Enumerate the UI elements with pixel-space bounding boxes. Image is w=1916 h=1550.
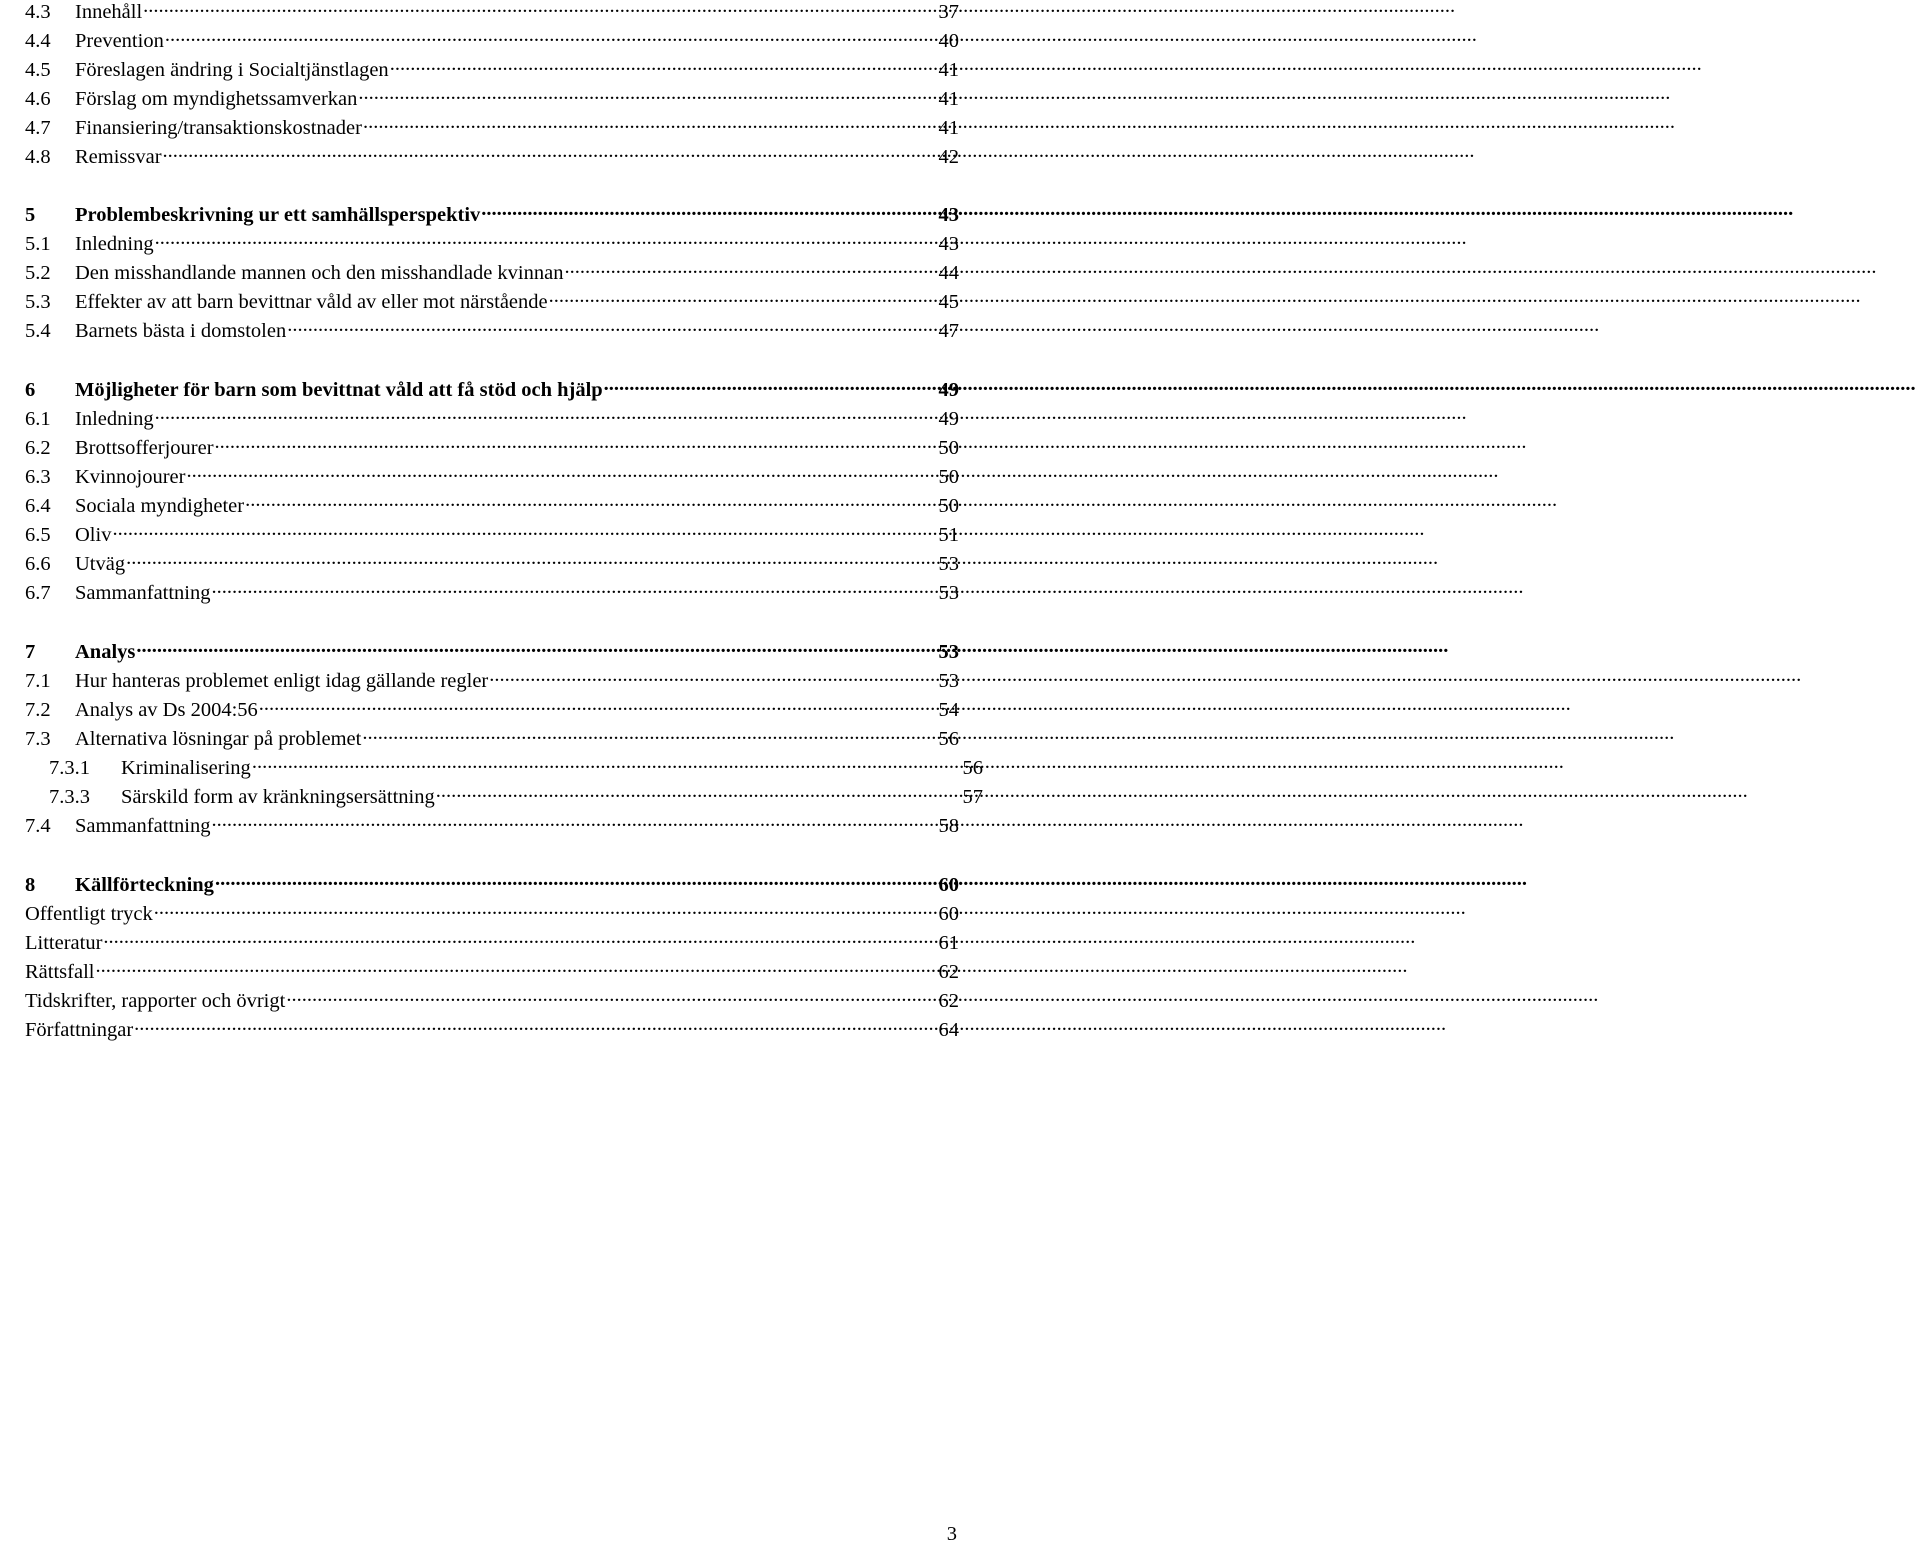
toc-entry-title: Problembeskrivning ur ett samhällsperspektiv	[75, 203, 481, 226]
dot-leader	[245, 491, 937, 512]
toc-entry-number: 7	[25, 640, 36, 663]
dot-leader	[212, 578, 938, 599]
toc-entry-page: 56	[962, 756, 983, 779]
toc-entry-page: 53	[938, 552, 959, 575]
toc-entry-title: Prevention	[75, 29, 164, 52]
toc-entry-page: 50	[938, 465, 959, 488]
toc-entry-page: 64	[938, 1018, 959, 1041]
dot-leader	[126, 549, 937, 570]
dot-leader	[549, 287, 938, 308]
toc-entry-page: 49	[938, 407, 959, 430]
dot-leader	[259, 695, 938, 716]
toc-entry-title: Sammanfattning	[75, 814, 211, 837]
toc-entry-title: Inledning	[75, 232, 154, 255]
toc-entry-page: 53	[938, 640, 959, 663]
toc-entry-title: Remissvar	[75, 145, 162, 168]
toc-entry-page: 53	[938, 581, 959, 604]
toc-entry-number: 5.3	[25, 290, 51, 313]
toc-entry-page: 51	[938, 523, 959, 546]
toc-entry-number: 5.4	[25, 319, 51, 342]
toc-entry-number: 4.5	[25, 58, 51, 81]
toc-entry-page: 57	[962, 785, 983, 808]
toc-entry-page: 56	[938, 727, 959, 750]
dot-leader	[136, 637, 937, 658]
toc-entry-page: 41	[938, 58, 959, 81]
toc-entry[interactable]	[25, 578, 959, 607]
toc-entry-number: 4.7	[25, 116, 51, 139]
dot-leader	[165, 26, 938, 47]
dot-leader	[103, 928, 937, 949]
toc-entry-number: 5.1	[25, 232, 51, 255]
dot-leader	[155, 404, 938, 425]
toc-entry-page: 54	[938, 698, 959, 721]
toc-entry-page: 50	[938, 436, 959, 459]
toc-entry-number: 7.4	[25, 814, 51, 837]
dot-leader	[287, 316, 937, 337]
toc-entry-number: 4.8	[25, 145, 51, 168]
toc-entry[interactable]	[25, 316, 959, 345]
page-number: 3	[946, 1523, 957, 1545]
toc-entry-number: 6.6	[25, 552, 51, 575]
dot-leader	[252, 753, 962, 774]
toc-entry-title: Författningar	[25, 1018, 134, 1041]
toc-entry-title: Litteratur	[25, 931, 103, 954]
toc-entry-title: Möjligheter för barn som bevittnat våld att få stöd och hjälp	[75, 378, 603, 401]
toc-entry-title: Särskild form av kränkningsersättning	[121, 785, 435, 808]
toc-entry-page: 47	[938, 319, 959, 342]
toc-entry-number: 7.3.1	[49, 756, 90, 779]
dot-leader	[112, 520, 937, 541]
toc-entry-title: Brottsofferjourer	[75, 436, 214, 459]
toc-entry-number: 7.2	[25, 698, 51, 721]
toc-entry-title: Tidskrifter, rapporter och övrigt	[25, 989, 286, 1012]
dot-leader	[390, 55, 938, 76]
toc-entry-page: 62	[938, 989, 959, 1012]
dot-leader	[186, 462, 937, 483]
toc-entry-title: Analys	[75, 640, 136, 663]
dot-leader	[358, 84, 937, 105]
dot-leader	[212, 811, 938, 832]
toc-entry-number: 7.3.3	[49, 785, 90, 808]
toc-entry-number: 6.4	[25, 494, 51, 517]
toc-entry-title: Sammanfattning	[75, 581, 211, 604]
toc-entry-number: 7.3	[25, 727, 51, 750]
toc-entry-title: Inledning	[75, 407, 154, 430]
toc-entry[interactable]	[25, 1015, 959, 1044]
toc-entry-number: 5.2	[25, 261, 51, 284]
dot-leader	[363, 113, 938, 134]
toc-entry-page: 62	[938, 960, 959, 983]
toc-entry-page: 53	[938, 669, 959, 692]
dot-leader	[564, 258, 937, 279]
toc-entry-title: Sociala myndigheter	[75, 494, 245, 517]
toc-entry-page: 41	[938, 87, 959, 110]
dot-leader	[154, 899, 938, 920]
toc-entry-title: Kvinnojourer	[75, 465, 186, 488]
toc-entry-title: Förslag om myndighetssamverkan	[75, 87, 358, 110]
toc-entry-title: Hur hanteras problemet enligt idag gällande regler	[75, 669, 489, 692]
toc-entry-page: 50	[938, 494, 959, 517]
toc-entry-page: 45	[938, 290, 959, 313]
toc-entry-number: 6.3	[25, 465, 51, 488]
toc-entry-title: Offentligt tryck	[25, 902, 153, 925]
toc-entry-page: 43	[938, 203, 959, 226]
toc-entry-page: 58	[938, 814, 959, 837]
toc-entry[interactable]	[25, 811, 959, 840]
toc-entry-title: Oliv	[75, 523, 112, 546]
toc-entry-page: 43	[938, 232, 959, 255]
toc-entry-page: 61	[938, 931, 959, 954]
toc-entry-page: 37	[938, 0, 959, 23]
dot-leader	[215, 870, 938, 891]
dot-leader	[489, 666, 937, 687]
toc-entry-number: 6.7	[25, 581, 51, 604]
dot-leader	[436, 782, 962, 803]
dot-leader	[95, 957, 937, 978]
toc-entry-title: Källförteckning	[75, 873, 214, 896]
toc-entry-title: Alternativa lösningar på problemet	[75, 727, 362, 750]
dot-leader	[155, 229, 938, 250]
toc-entry-number: 5	[25, 203, 36, 226]
toc-entry-title: Utväg	[75, 552, 126, 575]
toc-entry-page: 41	[938, 116, 959, 139]
toc-entry-title: Kriminalisering	[121, 756, 251, 779]
dot-leader	[163, 142, 938, 163]
toc-entry-number: 8	[25, 873, 36, 896]
toc-entry-title: Barnets bästa i domstolen	[75, 319, 287, 342]
dot-leader	[362, 724, 937, 745]
toc-entry-number: 6.1	[25, 407, 51, 430]
dot-leader	[604, 375, 938, 396]
dot-leader	[286, 986, 937, 1007]
toc-entry-title: Rättsfall	[25, 960, 95, 983]
toc-entry-title: Effekter av att barn bevittnar våld av eller mot närstående	[75, 290, 548, 313]
toc-entry-number: 7.1	[25, 669, 51, 692]
toc-entry-title: Den misshandlande mannen och den misshandlade kvinnan	[75, 261, 564, 284]
toc-entry-page: 60	[938, 873, 959, 896]
toc-entry-number: 4.3	[25, 0, 51, 23]
toc-entry-page: 40	[938, 29, 959, 52]
toc-entry-page: 42	[938, 145, 959, 168]
toc-entry-number: 4.4	[25, 29, 51, 52]
toc-entry-page: 44	[938, 261, 959, 284]
toc-entry-page: 49	[938, 378, 959, 401]
toc-entry[interactable]	[25, 142, 959, 171]
toc-entry-title: Finansiering/transaktionskostnader	[75, 116, 362, 139]
dot-leader	[143, 0, 937, 18]
toc-entry-number: 6	[25, 378, 36, 401]
toc-entry-title: Analys av Ds 2004:56	[75, 698, 258, 721]
dot-leader	[215, 433, 938, 454]
toc-entry-number: 6.5	[25, 523, 51, 546]
toc-entry-page: 60	[938, 902, 959, 925]
dot-leader	[481, 200, 937, 221]
toc-entry-number: 4.6	[25, 87, 51, 110]
toc-entry-title: Föreslagen ändring i Socialtjänstlagen	[75, 58, 389, 81]
dot-leader	[134, 1015, 937, 1036]
toc-entry-title: Innehåll	[75, 0, 143, 23]
toc-entry-number: 6.2	[25, 436, 51, 459]
